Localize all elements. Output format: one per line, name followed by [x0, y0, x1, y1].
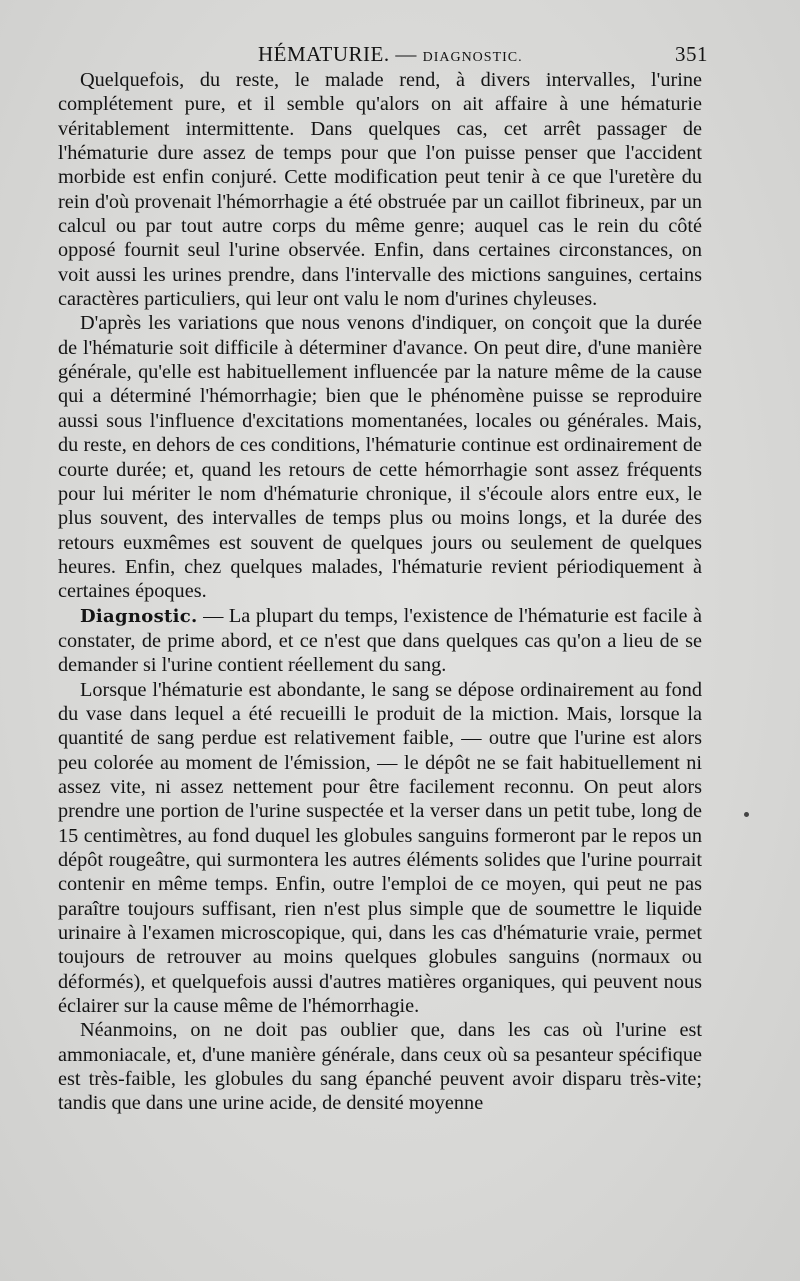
section-heading-diagnostic: Diagnostic. [80, 605, 198, 627]
diagnostic-text: — La plupart du temps, l'existence de l'hématurie est facile à constater, de prime abord, et ce n'est que dans quelques cas qu'on a lieu de se demander si l'urine contient réellement du sang. [58, 604, 702, 677]
paragraph-diagnostic [58, 604, 702, 678]
page-number: 351 [675, 42, 708, 66]
running-title-dash: — [395, 42, 417, 66]
body-text [58, 68, 702, 1116]
running-title [258, 42, 523, 67]
paragraph-abondante: Lorsque l'hématurie est abondante, le sang se dépose ordinairement au fond du vase dans lequel a été recueilli le produit de la miction. Mais, lorsque la quantité de sang perdue est relativement faible, — outre que l'urine est alors peu colorée au moment de l'émission, — le dépôt ne se fait habituellement ni assez vite, ni assez nettement pour être facilement reconnu. On peut alors prendre une portion de l'urine suspectée et la verser dans un petit tube, long de 15 centimètres, au fond duquel les globules sanguins formeront par le repos un dépôt rougeâtre, qui surmontera les autres éléments solides que l'urine pourrait contenir en même temps. Enfin, outre l'emploi de ce moyen, qui peut ne pas paraître toujours suffisant, rien n'est plus simple que de soumettre le liquide urinaire à l'examen microscopique, qui, dans les cas d'hématurie vraie, permet toujours de retrouver au moins quelques globules sanguins (normaux ou déformés), et quelquefois aussi d'autres matières organiques, qui peuvent nous éclairer sur la cause même de l'hémorrhagie. [58, 678, 702, 1018]
running-title-main: HÉMATURIE. [258, 42, 390, 66]
running-header [58, 42, 708, 68]
running-title-section: DIAGNOSTIC. [422, 50, 523, 65]
ink-speck [744, 812, 749, 817]
paragraph-duree: D'après les variations que nous venons d'indiquer, on conçoit que la durée de l'hématurie soit difficile à déterminer d'avance. On peut dire, d'une manière générale, qu'elle est habituellement influencée par la nature même de la cause qui a déterminé l'hémorrhagie; bien que le phénomène puisse se reproduire aussi sous l'influence d'excitations momentanées, locales ou générales. Mais, du reste, en dehors de ces conditions, l'hématurie continue est ordinairement de courte durée; et, quand les retours de cette hémorrhagie sont assez fréquents pour lui mériter le nom d'hématurie chronique, il s'écoule alors entre eux, le plus souvent, des intervalles de temps plus ou moins longs, et la durée des retours euxmêmes est souvent de quelques jours ou seulement de quelques heures. Enfin, chez quelques malades, l'hématurie revient périodiquement à certaines époques. [58, 312, 702, 603]
paragraph-neanmoins: Néanmoins, on ne doit pas oublier que, dans les cas où l'urine est ammoniacale, et, d'une manière générale, dans ceux où sa pesanteur spécifique est très-faible, les globules du sang épanché peuvent avoir disparu très-vite; tandis que dans une urine acide, de densité moyenne [58, 1019, 702, 1115]
paragraph-intermittence: Quelquefois, du reste, le malade rend, à divers intervalles, l'urine complétement pure, et il semble qu'alors on ait affaire à une hématurie véritablement intermittente. Dans quelques cas, cet arrêt passager de l'hématurie dure assez de temps pour que l'on puisse penser que l'accident morbide est enfin conjuré. Cette modification peut tenir à ce que l'uretère du rein d'où provenait l'hémorrhagie a été obstruée par un caillot fibrineux, par un calcul ou par tout autre corps du même genre; auquel cas le rein du côté opposé fournit seul l'urine observée. Enfin, dans certaines circonstances, on voit aussi les urines prendre, dans l'intervalle des mictions sanguines, certains caractères particuliers, qui leur ont valu le nom d'urines chyleuses. [58, 69, 702, 311]
